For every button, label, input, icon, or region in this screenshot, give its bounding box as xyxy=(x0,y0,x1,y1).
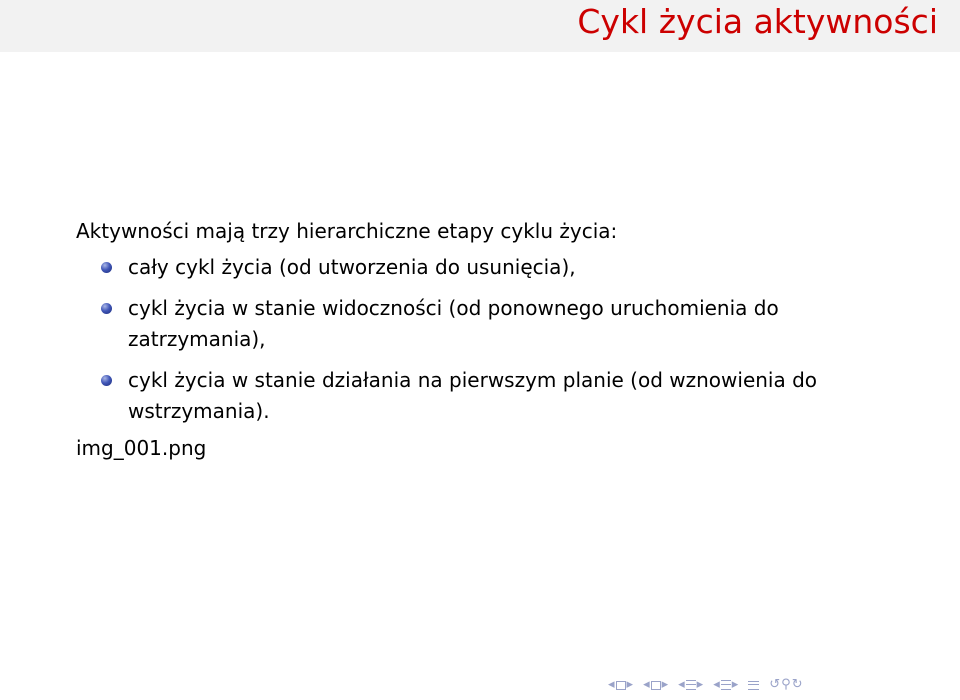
bullet-icon xyxy=(101,303,112,314)
section-arrow-left-icon[interactable]: ◂ xyxy=(713,677,720,692)
list-item xyxy=(76,365,906,427)
bullet-text: cykl życia w stanie działania na pierwszym planie (od wznowienia do wstrzymania). xyxy=(128,368,818,423)
first-frame-arrow-right-icon[interactable]: ▸ xyxy=(626,677,634,692)
section-arrow-right-icon[interactable]: ▸ xyxy=(696,677,704,692)
intro-text: Aktywności mają trzy hierarchiczne etapy cyklu życia: xyxy=(76,219,618,243)
title-bar xyxy=(0,0,960,52)
toc-icon[interactable] xyxy=(748,681,759,690)
slide-title: Cykl życia aktywności xyxy=(577,2,938,41)
bullet-icon xyxy=(101,262,112,273)
section-nav-group xyxy=(678,676,703,694)
bullet-text: cały cykl życia (od utworzenia do usunięcia), xyxy=(128,255,576,279)
subsection-nav-group xyxy=(643,676,668,694)
search-nav-group xyxy=(769,676,802,694)
beamer-navigation-bar xyxy=(608,676,811,694)
list-item xyxy=(76,252,906,283)
subsection-icon[interactable] xyxy=(651,681,661,690)
frame-icon[interactable] xyxy=(616,681,626,690)
bullet-text: cykl życia w stanie widoczności (od ponownego uruchomienia do zatrzymania), xyxy=(128,296,779,351)
toc-nav-group xyxy=(748,681,759,690)
file-label: img_001.png xyxy=(76,436,207,460)
section-arrow-left-icon[interactable]: ◂ xyxy=(678,677,685,692)
section-icon[interactable] xyxy=(686,680,696,690)
search-back-icon[interactable]: ↺ xyxy=(769,677,781,692)
section-arrow-right-icon[interactable]: ▸ xyxy=(731,677,739,692)
bullet-icon xyxy=(101,375,112,386)
first-frame-arrow-left-icon[interactable]: ◂ xyxy=(608,677,615,692)
search-icon[interactable]: ⚲ xyxy=(781,677,791,692)
subsection-arrow-left-icon[interactable]: ◂ xyxy=(643,677,650,692)
list-item xyxy=(76,293,906,355)
subsection-arrow-right-icon[interactable]: ▸ xyxy=(661,677,669,692)
frame-nav-group xyxy=(608,676,633,694)
slide-content xyxy=(76,216,906,463)
section-nav-group-2 xyxy=(713,676,738,694)
section-icon[interactable] xyxy=(721,680,731,690)
search-forward-icon[interactable]: ↻ xyxy=(791,677,803,692)
bullet-list xyxy=(76,252,906,427)
